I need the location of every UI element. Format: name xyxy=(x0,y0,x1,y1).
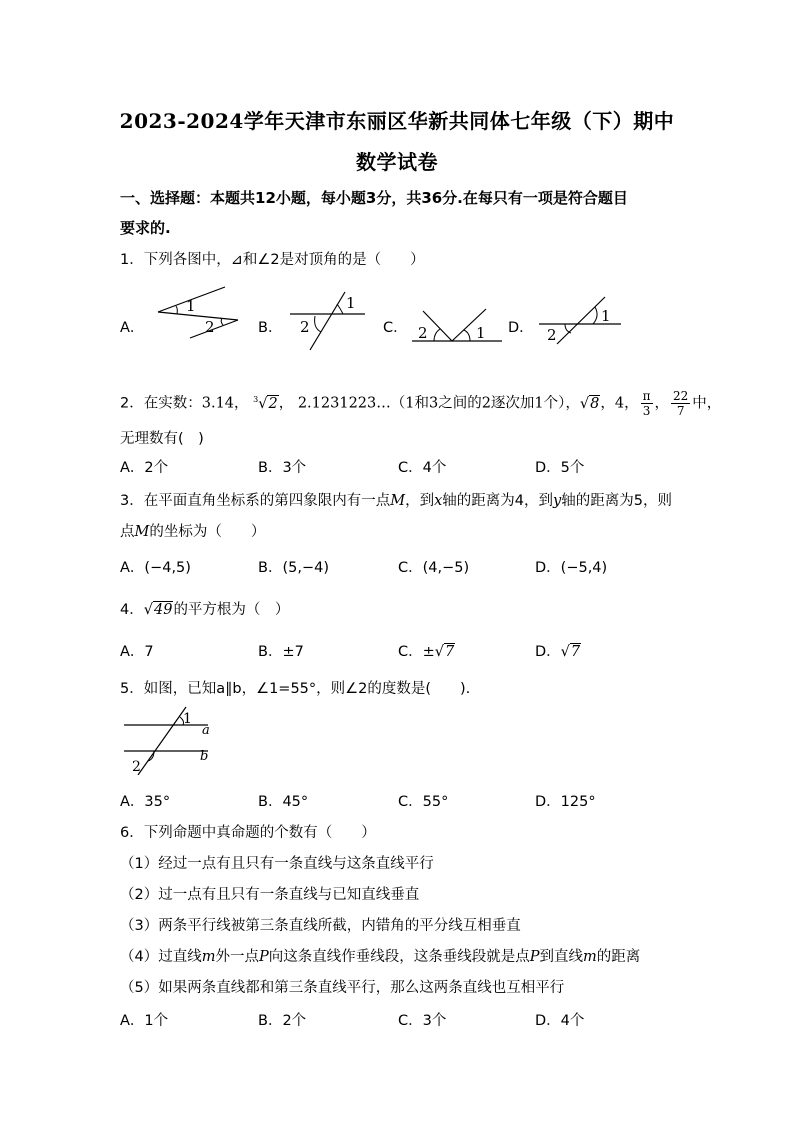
q2-frac-22-7: $\frac{22}{7}$ xyxy=(673,389,689,418)
q2-value-decimal: 2.1231223…（1和3之间的2逐次加1个）， xyxy=(297,395,580,412)
q6-statement-2: （2）过一点有且只有一条直线与已知直线垂直 xyxy=(120,887,420,903)
q4-sqrt-49: √49 xyxy=(143,602,173,618)
q6-option-c: C．3个 xyxy=(398,1013,447,1029)
q5-figure xyxy=(118,703,218,775)
q2-cube-root: $^3$√2 xyxy=(253,394,278,412)
q2-number: 2．在实数： xyxy=(120,395,202,412)
q1-option-d-label: D． xyxy=(508,320,534,336)
q3-option-c: C．(4,−5) xyxy=(398,560,470,576)
q2-option-a: A．2个 xyxy=(120,460,169,476)
q1-figure-d xyxy=(535,294,625,346)
q6-option-a: A．1个 xyxy=(120,1013,169,1029)
q3-option-d: D．(−5,4) xyxy=(535,560,608,576)
q1-option-b-label: B． xyxy=(258,320,283,336)
q2-option-c: C．4个 xyxy=(398,460,447,476)
q2-option-b: B．3个 xyxy=(258,460,307,476)
q2-frac-pi-3: $\frac{\pi}{3}$ xyxy=(642,389,651,418)
q4-option-b: B．±7 xyxy=(258,644,304,660)
q1-a-angle1-label: 1 xyxy=(186,297,196,315)
q3-option-a: A．(−4,5) xyxy=(120,560,191,576)
q5-stem: 5．如图，已知a∥b，∠1=55°，则∠2的度数是( ). xyxy=(120,681,471,697)
q1-b-angle2-label: 2 xyxy=(300,318,310,336)
q2-value-4: 4， xyxy=(614,395,639,412)
exam-title-line1: 2023-2024学年天津市东丽区华新共同体七年级（下）期中 xyxy=(119,109,675,133)
q2-stem-line2: 无理数有( ) xyxy=(120,431,204,447)
q5-option-c: C．55° xyxy=(398,794,449,810)
q1-a-angle2-label: 2 xyxy=(205,318,215,336)
q6-option-b: B．2个 xyxy=(258,1013,307,1029)
q1-d-angle2-label: 2 xyxy=(547,326,557,344)
q1-option-a-label: A． xyxy=(120,320,145,336)
q4-option-d: D．√7 xyxy=(535,644,581,660)
q1-d-angle1-label: 1 xyxy=(601,307,611,325)
q6-statement-5: （5）如果两条直线都和第三条直线平行，那么这两条直线也互相平行 xyxy=(120,980,565,996)
section-heading: 一、选择题：本题共12小题，每小题3分，共36分.在每只有一项是符合题目 xyxy=(120,189,628,207)
q1-figure-a xyxy=(150,285,245,340)
q4-option-a: A．7 xyxy=(120,644,154,660)
q2-option-d: D．5个 xyxy=(535,460,585,476)
q3-option-b: B．(5,−4) xyxy=(258,560,329,576)
q6-statement-3: （3）两条平行线被第三条直线所截，内错角的平分线互相垂直 xyxy=(120,918,521,934)
q2-value-3-14: 3.14 xyxy=(201,395,235,412)
q1-stem: 1．下列各图中，⊿和∠2是对顶角的是（ ） xyxy=(120,252,425,268)
q5-line-a-label: a xyxy=(202,723,210,738)
q1-c-angle1-label: 1 xyxy=(476,324,486,342)
q5-option-b: B．45° xyxy=(258,794,309,810)
q4-stem: 4．√49的平方根为（ ） xyxy=(120,602,290,618)
q5-option-d: D．125° xyxy=(535,794,596,810)
q3-stem-line1: 3．在平面直角坐标系的第四象限内有一点M，到x轴的距离为4，到y轴的距离为5，则 xyxy=(120,493,672,509)
q5-option-a: A．35° xyxy=(120,794,171,810)
q6-statement-4: （4）过直线m外一点P向这条直线作垂线段，这条垂线段就是点P到直线m的距离 xyxy=(120,949,641,965)
q6-option-d: D．4个 xyxy=(535,1013,585,1029)
q5-angle1-label: 1 xyxy=(183,711,192,727)
q1-figure-c xyxy=(408,305,503,345)
q4-option-c: C．±√7 xyxy=(398,644,455,660)
q6-statement-1: （1）经过一点有且只有一条直线与这条直线平行 xyxy=(120,856,434,872)
q1-option-c-label: C． xyxy=(383,320,408,336)
q1-b-angle1-label: 1 xyxy=(346,294,356,312)
section-heading-cont: 要求的. xyxy=(120,219,171,237)
q3-stem-line2: 点M的坐标为（ ） xyxy=(120,524,266,540)
q6-stem: 6．下列命题中真命题的个数有（ ） xyxy=(120,825,376,841)
q5-line-b-label: b xyxy=(200,749,209,764)
q1-figure-b xyxy=(285,290,370,352)
q5-angle2-label: 2 xyxy=(132,759,141,775)
q2-stem-tail: 中， xyxy=(692,395,722,412)
q2-sqrt-8: √8 xyxy=(579,395,600,412)
exam-title-line2: 数学试卷 xyxy=(356,150,438,174)
q1-c-angle2-label: 2 xyxy=(418,324,428,342)
q2-stem: 2．在实数：3.14， $^3$√2， 2.1231223…（1和3之间的2逐次加1个），√8，4， $\frac{\pi}{3}$ ， $\frac{22}{7}$ 中， xyxy=(120,389,722,418)
